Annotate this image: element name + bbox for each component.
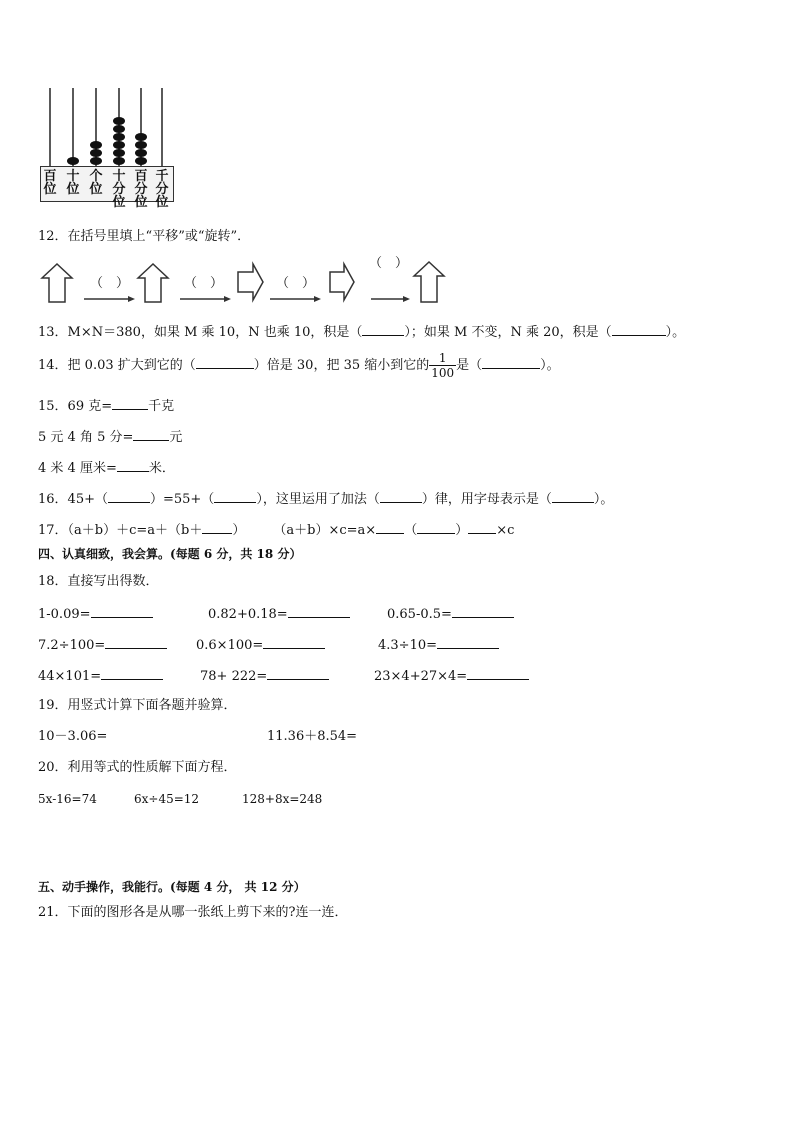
abacus-bead (113, 133, 125, 141)
q18-r1c3 (387, 605, 514, 623)
q13-mid: ）；如果 M 不变，N 乘 20，积是（ (404, 325, 612, 340)
q19-a: 10－3.06= (38, 729, 108, 744)
q18-title: 18．直接写出得数． (38, 574, 159, 589)
abacus-bead (113, 157, 125, 165)
q14-b: ）倍是 30，把 35 缩小到它的 (253, 358, 430, 373)
q18-r1c2 (208, 605, 350, 623)
q17-a: 17．（a＋b）＋c=a＋（b＋ (38, 523, 203, 538)
q20-c: 128+8x=248 (242, 792, 323, 806)
q15-blank-1[interactable] (112, 397, 148, 410)
abacus-column-label: 百 位 (43, 169, 57, 197)
q15-l1-text: 15．69 克= (38, 399, 113, 414)
q18-r3c3 (374, 667, 529, 685)
abacus-column-label: 十 位 (66, 169, 80, 197)
q15-line-1 (38, 397, 174, 415)
q18-expr: 0.65-0.5= (387, 607, 452, 622)
q12-paren-3: （ ） (276, 276, 316, 291)
abacus-column-label: 十 分 位 (112, 169, 126, 210)
abacus-bead (135, 133, 147, 141)
q17-c: （a＋b）×c=a× (273, 523, 377, 538)
q18-r3c2 (200, 667, 329, 685)
abacus-bead (113, 149, 125, 157)
q18-answer-blank[interactable] (437, 636, 499, 649)
q18-expr: 78+ 222= (200, 669, 268, 684)
q12-title: 12．在括号里填上“平移”或“旋转”． (38, 229, 251, 244)
q18-expr: 7.2÷100= (38, 638, 106, 653)
q18-answer-blank[interactable] (101, 667, 163, 680)
section-5-heading: 五、动手操作，我能行。(每题 4 分， 共 12 分） (38, 880, 306, 894)
abacus-column-label: 百 分 位 (134, 169, 148, 210)
q20-a: 5x-16=74 (38, 792, 97, 806)
abacus-column-label: 千 分 位 (155, 169, 169, 210)
q17-blank-2[interactable] (376, 521, 404, 534)
abacus-bead (113, 117, 125, 125)
q13-expr: M×N＝380，如果 M 乘 10，N 也乘 10，积是（ (67, 325, 363, 340)
q14-blank-2[interactable] (482, 356, 540, 369)
abacus-bead (135, 141, 147, 149)
right-arrow-shape (238, 264, 263, 300)
q17-b: ） (232, 523, 246, 538)
abacus-column-label: 个 位 (89, 169, 103, 197)
abacus-bead (90, 141, 102, 149)
q16-b: ）=55+（ (149, 492, 215, 507)
q14-d: ）。 (540, 358, 560, 373)
q20-title: 20．利用等式的性质解下面方程． (38, 760, 237, 775)
q15-l3-unit: 米． (148, 461, 175, 476)
q18-r2c2 (196, 636, 325, 654)
q12-paren-1: （ ） (90, 276, 130, 291)
q18-answer-blank[interactable] (91, 605, 153, 618)
q17 (38, 521, 514, 539)
up-arrow-shape (42, 264, 72, 302)
q19-title: 19．用竖式计算下面各题并验算． (38, 698, 237, 713)
q17-e: ） (455, 523, 469, 538)
q18-expr: 23×4+27×4= (374, 669, 468, 684)
section-4-heading: 四、认真细致，我会算。(每题 6 分，共 18 分） (38, 547, 302, 561)
q21-title: 21．下面的图形各是从哪一张纸上剪下来的?连一连． (38, 905, 348, 920)
q18-answer-blank[interactable] (267, 667, 329, 680)
q16-d: ）律，用字母表示是（ (421, 492, 552, 507)
q18-r3c1 (38, 667, 163, 685)
q18-expr: 0.6×100= (196, 638, 264, 653)
q18-answer-blank[interactable] (452, 605, 514, 618)
q18-r2c1 (38, 636, 167, 654)
q16-blank-2[interactable] (214, 490, 256, 503)
abacus-bead (135, 149, 147, 157)
q17-blank-3[interactable] (417, 521, 455, 534)
abacus-bead (135, 157, 147, 165)
q19-b: 11.36＋8.54= (267, 729, 358, 744)
q16 (38, 490, 613, 508)
q15-line-3 (38, 459, 175, 477)
q16-blank-4[interactable] (552, 490, 594, 503)
q14-frac-den: 100 (431, 366, 455, 380)
right-arrow-shape (330, 264, 354, 300)
q17-d: （ (404, 523, 418, 538)
q17-blank-4[interactable] (468, 521, 496, 534)
q14-c: 是（ (456, 358, 483, 373)
abacus-figure (40, 88, 175, 218)
up-arrow-shape (138, 264, 168, 302)
q17-blank-1[interactable] (202, 521, 232, 534)
q18-answer-blank[interactable] (288, 605, 350, 618)
q12-figure (38, 256, 458, 306)
q14-a: 14．把 0.03 扩大到它的（ (38, 358, 196, 373)
q18-expr: 44×101= (38, 669, 102, 684)
q15-blank-2[interactable] (133, 428, 169, 441)
q20-b: 6x÷45=12 (134, 792, 200, 806)
abacus-bead (90, 149, 102, 157)
q14 (38, 351, 560, 381)
q18-answer-blank[interactable] (467, 667, 529, 680)
q16-blank-1[interactable] (108, 490, 150, 503)
q18-answer-blank[interactable] (263, 636, 325, 649)
q18-r2c3 (378, 636, 499, 654)
abacus-drawing (40, 88, 175, 168)
q18-expr: 4.3÷10= (378, 638, 438, 653)
q15-l3-text: 4 米 4 厘米= (38, 461, 117, 476)
q14-frac-num: 1 (429, 351, 456, 366)
q16-c: ），这里运用了加法（ (256, 492, 380, 507)
q13-blank-1[interactable] (362, 323, 404, 336)
abacus-bead (113, 141, 125, 149)
q18-expr: 1-0.09= (38, 607, 91, 622)
q18-r1c1 (38, 605, 153, 623)
q16-e: ）。 (593, 492, 614, 507)
q15-l2-text: 5 元 4 角 5 分= (38, 430, 134, 445)
q13 (38, 323, 685, 341)
q16-a: 16．45+（ (38, 492, 108, 507)
q14-blank-1[interactable] (196, 356, 254, 369)
q18-answer-blank[interactable] (105, 636, 167, 649)
q18-expr: 0.82+0.18= (208, 607, 288, 622)
q17-f: ×c (496, 523, 515, 538)
q13-blank-2[interactable] (612, 323, 666, 336)
q13-num: 13． (38, 325, 68, 340)
q12-paren-4: （ ） (369, 256, 409, 271)
q13-end: ）。 (665, 325, 686, 340)
q14-fraction (429, 351, 456, 380)
up-arrow-shape (414, 262, 444, 302)
abacus-bead (90, 157, 102, 165)
abacus-bead (113, 125, 125, 133)
q15-line-2 (38, 428, 182, 446)
abacus-bead (67, 157, 79, 165)
q15-blank-3[interactable] (117, 459, 149, 472)
q12-paren-2: （ ） (184, 276, 224, 291)
q15-l1-unit: 千克 (148, 399, 175, 414)
q15-l2-unit: 元 (169, 430, 183, 445)
q16-blank-3[interactable] (380, 490, 422, 503)
